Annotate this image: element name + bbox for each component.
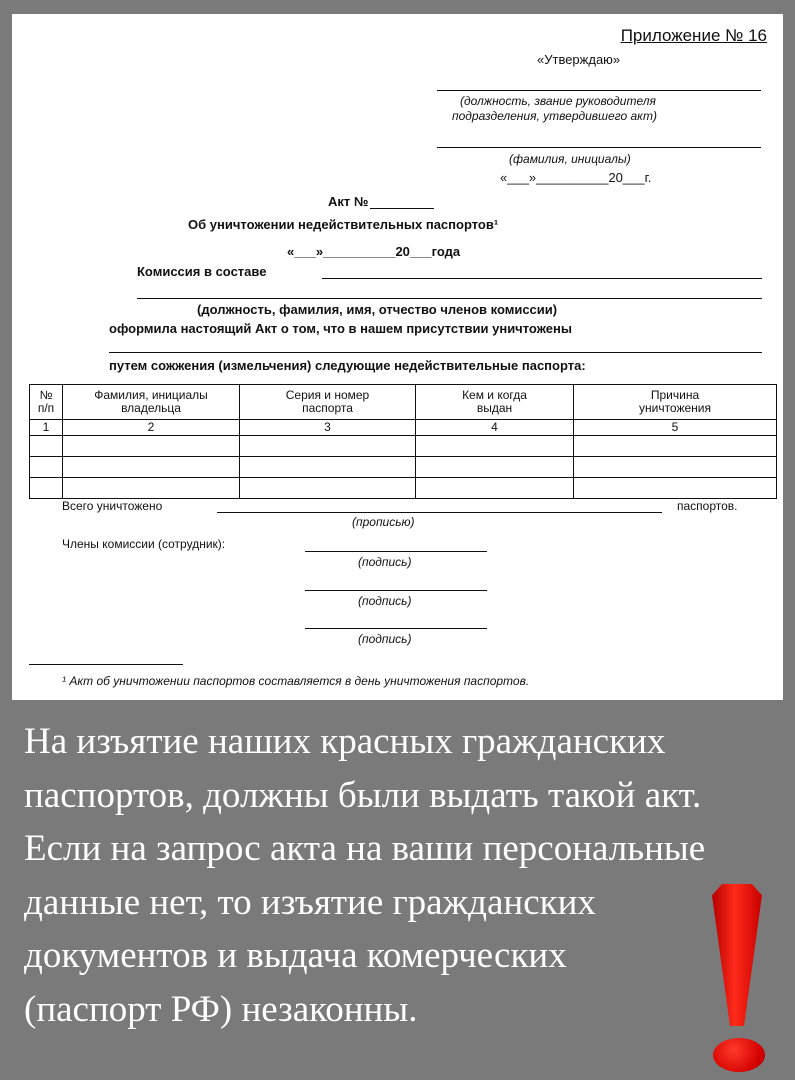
- passports-table: [29, 384, 777, 499]
- header-cell-number: № п/п: [30, 385, 63, 420]
- note-line-6: (паспорт РФ) незаконны.: [24, 988, 418, 1030]
- signature-hint-3: (подпись): [358, 632, 412, 646]
- table-row: [30, 457, 777, 478]
- note-line-2: паспортов, должны были выдать такой акт.: [24, 774, 702, 816]
- commission-line-2: [137, 298, 762, 299]
- footnote-separator: [29, 664, 183, 665]
- number-cell: 4: [416, 420, 574, 436]
- members-label: Члены комиссии (сотрудник):: [62, 537, 226, 551]
- total-label: Всего уничтожено: [62, 499, 163, 513]
- signature-line-3: [305, 628, 487, 629]
- signature-hint-1: (подпись): [358, 555, 412, 569]
- approver-hint-line1: (должность, звание руководителя: [460, 94, 656, 108]
- header-cell-series: Серия и номер паспорта: [240, 385, 416, 420]
- signature-line-1: [305, 551, 487, 552]
- commission-hint: (должность, фамилия, имя, отчество членов комиссии): [197, 302, 558, 317]
- total-line: [217, 512, 662, 513]
- number-cell: 1: [30, 420, 63, 436]
- footnote: ¹ Акт об уничтожении паспортов составляется в день уничтожения паспортов.: [62, 674, 530, 688]
- commission-label: Комиссия в составе: [137, 264, 267, 279]
- table-header-row: [30, 385, 777, 420]
- table-row-numbers: [30, 420, 777, 436]
- number-cell: 2: [63, 420, 240, 436]
- act-number-line: [370, 208, 434, 209]
- header-cell-reason: Причина уничтожения: [574, 385, 777, 420]
- act-date: «___»__________20___года: [287, 244, 461, 259]
- table-row: [30, 436, 777, 457]
- act-number-label: Акт №: [328, 194, 369, 209]
- total-suffix: паспортов.: [677, 499, 738, 513]
- approver-line: [437, 90, 761, 91]
- act-title: Об уничтожении недействительных паспортов¹: [188, 217, 499, 232]
- commission-line-1: [322, 278, 762, 279]
- act-document: [12, 14, 783, 700]
- name-line: [437, 147, 761, 148]
- note-line-3: Если на запрос акта на ваши персональные: [24, 828, 706, 869]
- exclamation-bar: [712, 884, 762, 1026]
- approve-label: «Утверждаю»: [537, 52, 621, 67]
- header-cell-issued: Кем и когда выдан: [416, 385, 574, 420]
- statement-line1: оформила настоящий Акт о том, что в нашем присутствии уничтожены: [109, 321, 572, 336]
- statement-line2: путем сожжения (измельчения) следующие недействительные паспорта:: [109, 358, 586, 373]
- name-hint: (фамилия, инициалы): [509, 152, 631, 166]
- note-line-1: На изъятие наших красных гражданских: [24, 721, 666, 762]
- statement-blank-line: [109, 352, 762, 353]
- appendix-label: Приложение № 16: [620, 26, 767, 45]
- approval-date: «___»__________20___г.: [500, 170, 652, 185]
- in-words-hint: (прописью): [352, 515, 415, 529]
- number-cell: 3: [240, 420, 416, 436]
- header-cell-owner: Фамилия, инициалы владельца: [63, 385, 240, 420]
- number-cell: 5: [574, 420, 777, 436]
- exclamation-dot: [713, 1038, 765, 1072]
- signature-line-2: [305, 590, 487, 591]
- approver-hint-line2: подразделения, утвердившего акт): [452, 109, 657, 123]
- signature-hint-2: (подпись): [358, 594, 412, 608]
- table-row: [30, 478, 777, 499]
- note-line-4: данные нет, то изъятие гражданских: [24, 881, 596, 923]
- note-line-5: документов и выдача комерческих: [24, 935, 567, 976]
